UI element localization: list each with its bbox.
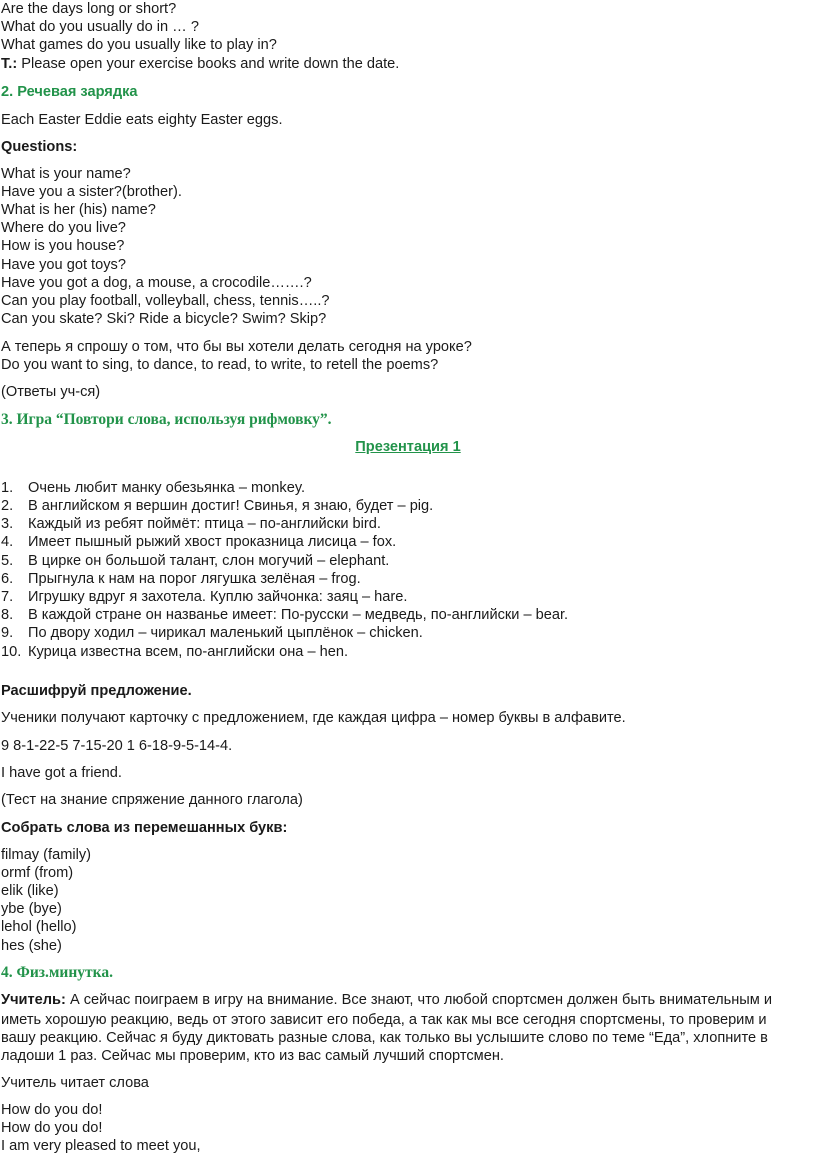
dictation-word: How do you do!: [1, 1102, 103, 1118]
rhyme-number: 7.: [1, 589, 14, 605]
question-item: What is her (his) name?: [1, 202, 156, 218]
rhyme-text: В каждой стране он названье имеет: По-русски – медведь, по-английски – bear.: [28, 607, 569, 623]
rhyme-item: [0, 606, 812, 624]
rhyme-number: 6.: [1, 571, 14, 587]
rhyme-text: Курица известна всем, по-английски она – hen.: [28, 644, 349, 660]
rhyme-item: [0, 515, 812, 533]
rhyme-text: Имеет пышный рыжий хвост проказница лисица – fox.: [28, 534, 397, 550]
intro-question: What do you usually do in … ?: [1, 19, 199, 35]
teacher-paragraph-line: ладоши 1 раз. Сейчас мы проверим, кто из вас самый лучший спортсмен.: [1, 1048, 504, 1064]
dictation-word: How do you do!: [1, 1120, 103, 1136]
section-4-heading: 4. Физ.минутка.: [1, 964, 113, 981]
presentation-link-row: [0, 438, 816, 456]
ask-russian: А теперь я спрошу о том, что бы вы хотели делать сегодня на уроке?: [1, 339, 472, 355]
presentation-link[interactable]: Презентация 1: [355, 439, 461, 455]
rhyme-number: 5.: [1, 553, 14, 569]
intro-question: Are the days long or short?: [1, 1, 177, 17]
rhyme-number: 4.: [1, 534, 14, 550]
teacher-text: Please open your exercise books and write down the date.: [17, 56, 400, 72]
rhyme-number: 2.: [1, 498, 14, 514]
rhyme-item: [0, 588, 812, 606]
scramble-word: ormf (from): [1, 865, 74, 881]
rhyme-text: Прыгнула к нам на порог лягушка зелёная – frog.: [28, 571, 361, 587]
rhyme-text: В английском я вершин достиг! Свинья, я знаю, будет – pig.: [28, 498, 434, 514]
rhyme-number: 9.: [1, 625, 14, 641]
rhyme-item: [0, 643, 812, 661]
rhyme-text: Очень любит манку обезьянка – monkey.: [28, 480, 306, 496]
rhyme-text: По двору ходил – чирикал маленький цыплёнок – chicken.: [28, 625, 423, 641]
question-item: Have you a sister?(brother).: [1, 184, 182, 200]
teacher-label: T.:: [1, 56, 18, 72]
scramble-word: ybe (bye): [1, 901, 62, 917]
question-item: Have you got toys?: [1, 257, 126, 273]
rhyme-item: [0, 624, 812, 642]
ask-english: Do you want to sing, to dance, to read, to write, to retell the poems?: [1, 357, 439, 373]
section-2-heading: 2. Речевая зарядка: [1, 84, 138, 100]
intro-question: What games do you usually like to play in?: [1, 37, 277, 53]
scramble-heading: Собрать слова из перемешанных букв:: [1, 820, 288, 836]
rhyme-number: 8.: [1, 607, 14, 623]
questions-heading: Questions:: [1, 139, 78, 155]
rhyme-item: [0, 479, 812, 497]
rhyme-number: 1.: [1, 480, 14, 496]
teacher-label: Учитель:: [1, 992, 66, 1008]
scramble-word: hes (she): [1, 938, 62, 954]
decode-heading: Расшифруй предложение.: [1, 683, 192, 699]
rhyme-item: [0, 497, 812, 515]
scramble-word: lehol (hello): [1, 919, 77, 935]
decode-note: (Тест на знание спряжение данного глагола): [1, 792, 303, 808]
reads-words: Учитель читает слова: [1, 1075, 149, 1091]
question-item: Have you got a dog, a mouse, a crocodile…….?: [1, 275, 312, 291]
rhyme-text: Игрушку вдруг я захотела. Куплю зайчонка: заяц – hare.: [28, 589, 408, 605]
rhyme-text: Каждый из ребят поймёт: птица – по-английски bird.: [28, 516, 381, 532]
question-item: Can you skate? Ski? Ride a bicycle? Swim? Skip?: [1, 311, 327, 327]
rhyme-number: 10.: [1, 644, 22, 660]
tongue-twister: Each Easter Eddie eats eighty Easter eggs.: [1, 112, 283, 128]
question-item: Can you play football, volleyball, chess, tennis…..?: [1, 293, 330, 309]
rhyme-item: [0, 552, 812, 570]
dictation-word: I am very pleased to meet you,: [1, 1138, 201, 1154]
question-item: How is you house?: [1, 238, 125, 254]
rhyme-text: В цирке он большой талант, слон могучий – elephant.: [28, 553, 390, 569]
teacher-paragraph-line: [1, 991, 772, 1009]
decode-answer: I have got a friend.: [1, 765, 122, 781]
decode-code: 9 8-1-22-5 7-15-20 1 6-18-9-5-14-4.: [1, 738, 233, 754]
teacher-paragraph-text: А сейчас поиграем в игру на внимание. Все знают, что любой спортсмен должен быть внимательным и: [65, 992, 773, 1008]
teacher-paragraph-line: иметь хорошую реакцию, ведь от этого зависит его победа, а так как мы все сегодня спортсмены, то проверим и: [1, 1012, 767, 1028]
teacher-paragraph-line: вашу реакцию. Сейчас я буду диктовать разные слова, как только вы услышите слово по теме “Еда”, хлопните в: [1, 1030, 768, 1046]
question-item: What is your name?: [1, 166, 131, 182]
section-3-heading: 3. Игра “Повтори слова, используя рифмовку”.: [1, 411, 332, 428]
scramble-word: elik (like): [1, 883, 59, 899]
teacher-instruction: [1, 55, 399, 73]
rhyme-item: [0, 570, 812, 588]
question-item: Where do you live?: [1, 220, 126, 236]
scramble-word: filmay (family): [1, 847, 91, 863]
answers-note: (Ответы уч-ся): [1, 384, 101, 400]
rhyme-item: [0, 533, 812, 551]
decode-instruction: Ученики получают карточку с предложением, где каждая цифра – номер буквы в алфавите.: [1, 710, 626, 726]
rhyme-number: 3.: [1, 516, 14, 532]
